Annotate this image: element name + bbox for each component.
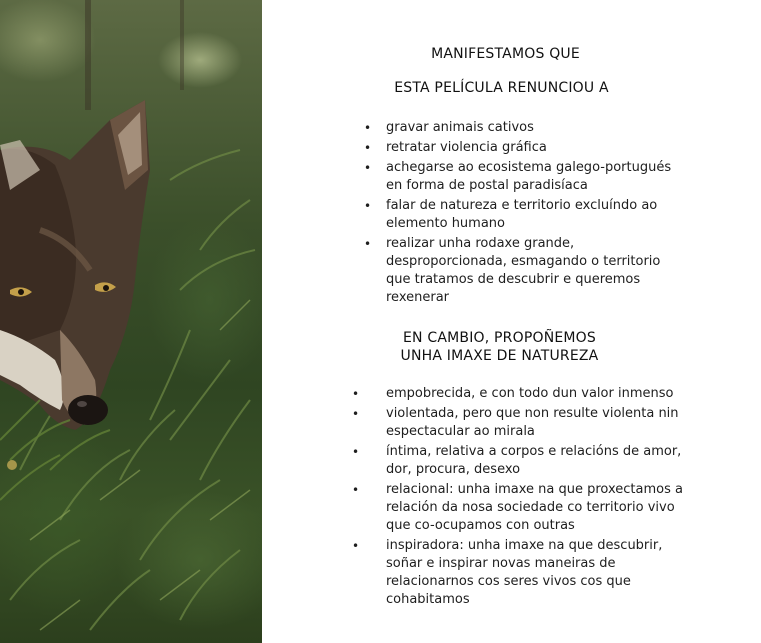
bullet-icon: • xyxy=(364,237,372,251)
list-item: • empobrecida, e con todo dun valor inmenso xyxy=(352,386,674,401)
section2-title-line2: UNHA IMAXE DE NATUREZA xyxy=(400,348,599,364)
renounced-list xyxy=(364,119,686,309)
bullet-icon: • xyxy=(364,121,372,135)
list-item: • falar de natureza e territorio excluíndo ao elemento humano xyxy=(364,198,658,231)
list-item: • inspiradora: unha imaxe na que descubrir, soñar e inspirar novas maneiras de relacionarnos cos seres vivos cos que cohabitamos xyxy=(352,538,663,607)
bullet-icon: • xyxy=(352,445,360,459)
section2-title-line1: EN CAMBIO, PROPOÑEMOS xyxy=(402,330,596,346)
bullet-icon: • xyxy=(352,539,360,553)
proposed-list xyxy=(352,385,686,611)
wolf-photo xyxy=(0,0,262,643)
section2-title xyxy=(250,329,749,365)
bullet-icon: • xyxy=(364,199,372,213)
list-item: • violentada, pero que non resulte violenta nin espectacular ao mirala xyxy=(352,406,679,439)
wolf-illustration xyxy=(0,0,262,643)
list-item: • retratar violencia gráfica xyxy=(364,140,547,155)
list-item: • realizar unha rodaxe grande, desproporcionada, esmagando o territorio que tratamos de descubrir e queremos rexenerar xyxy=(364,236,661,305)
list-item: • relacional: unha imaxe na que proxectamos a relación da nosa sociedade co territorio vivo que co-ocupamos con outras xyxy=(352,482,683,533)
section1-title: MANIFESTAMOS QUE xyxy=(431,46,580,62)
list-item: • achegarse ao ecosistema galego-portugués en forma de postal paradisíaca xyxy=(364,160,672,193)
bullet-icon: • xyxy=(364,141,372,155)
list-item: • gravar animais cativos xyxy=(364,120,534,135)
section1-subtitle: ESTA PELÍCULA RENUNCIOU A xyxy=(394,80,609,96)
list-item: • íntima, relativa a corpos e relacións de amor, dor, procura, desexo xyxy=(352,444,682,477)
bullet-icon: • xyxy=(352,407,360,421)
manifesto-text xyxy=(262,0,761,643)
bullet-icon: • xyxy=(352,387,360,401)
bullet-icon: • xyxy=(352,483,360,497)
bullet-icon: • xyxy=(364,161,372,175)
